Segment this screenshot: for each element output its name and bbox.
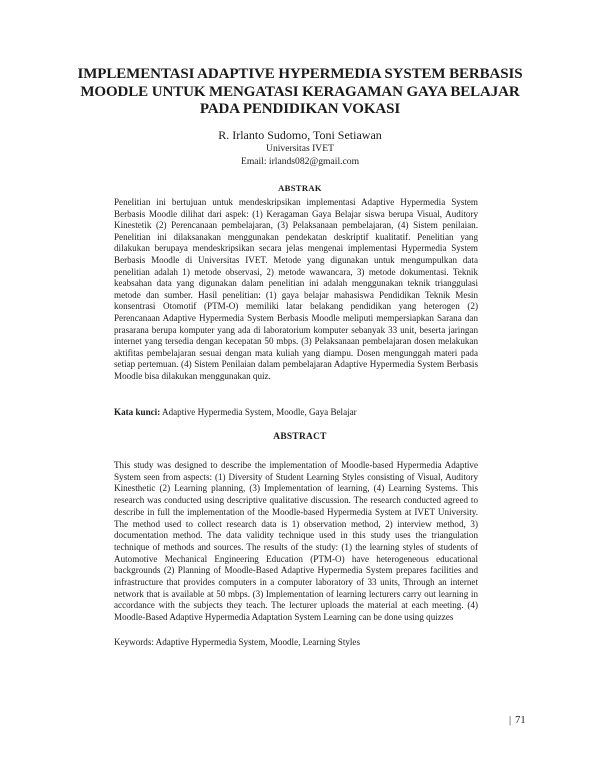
kata-kunci-value: Adaptive Hypermedia System, Moodle, Gaya Belajar	[160, 407, 357, 417]
kata-kunci-label: Kata kunci:	[114, 407, 161, 417]
author-email: Email: irlands082@gmail.com	[240, 156, 360, 167]
author-affiliation: Universitas IVET	[266, 143, 334, 154]
page-footer	[509, 715, 526, 726]
abstract-body: This study was designed to describe the implementation of Moodle-based Hypermedia Adaptive System seen from aspects: (1) Diversity of Student Learning Styles consisting of Visual, Auditory Kinesthetic (2) Learning planning, (3) Implementation of learning, (4) Learning Systems. This research was conducted using descriptive qualitative discussion. The research conducted agreed to describe in full the implementation of the Moodle-based Hypermedia System at IVET University. The method used to collect research data is 1) observation method, 2) interview method, 3) documentation method. The data validity technique used in this study uses the triangulation technique of methods and sources. The results of the study: (1) the learning styles of students of Automotive Mechanical Engineering Education (PTM-O) have heterogeneous educational backgrounds (2) Planning of Moodle-Based Adaptive Hypermedia System prepares facilities and infrastructure that provides computers in a computer laboratory of 33 units, Through an internet network that is available at 50 mbps. (3) Implementation of learning lecturers carry out learning in accordance with the subjects they teach. The lecturer uploads the material at each meeting. (4) Moodle-Based Adaptive Hypermedia Adaptation System Learning can be done using quizzes	[114, 460, 478, 623]
abstrak-heading: ABSTRAK	[278, 183, 322, 193]
page-number: 71	[515, 715, 526, 726]
keywords: Keywords: Adaptive Hypermedia System, Moodle, Learning Styles	[114, 637, 360, 647]
paper-title: IMPLEMENTASI ADAPTIVE HYPERMEDIA SYSTEM BERBASIS MOODLE UNTUK MENGATASI KERAGAMAN GAYA BELAJAR PADA PENDIDIKAN VOKASI	[77, 66, 523, 117]
abstrak-body: Penelitian ini bertujuan untuk mendeskripsikan implementasi Adaptive Hypermedia System Berbasis Moodle dilihat dari aspek: (1) Keragaman Gaya Belajar siswa berupa Visual, Auditory Kinestetik (2) Perencanaan pembelajaran, (3) Pelaksanaan pembelajaran, (4) Sistem penilaian. Penelitian ini dilaksanakan menggunakan pendekatan deskriptif kualitatif. Penelitian yang dilakukan berupaya mendeskripsikan secara jelas mengenai implementasi Hypermedia System Berbasis Moodle di Universitas IVET. Metode yang digunakan untuk mengumpulkan data penelitian adalah 1) metode observasi, 2) metode wawancara, 3) metode dokumentasi. Teknik keabsahan data yang digunakan dalam penelitian ini adalah menggunakan teknik trianggulasi metode dan sumber. Hasil penelitian: (1) gaya belajar mahasiswa Pendidikan Teknik Mesin konsentrasi Otomotif (PTM-O) memiliki latar belakang pendidikan yang heterogen (2) Perencanaan Adaptive Hypermedia System Berbasis Moodle meliputi mempersiapkan Sarana dan prasarana berupa komputer yang ada di laboratorium komputer sebanyak 33 unit, beserta jaringan internet yang tersedia dengan kecepatan 50 mbps. (3) Pelaksanaan pembelajaran dosen melakukan aktifitas pembelajaran sesuai dengan mata kuliah yang diampu. Dosen mengunggah materi pada setiap pertemuan. (4) Sistem Penilaian dalam pembelajaran Adaptive Hypermedia System Berbasis Moodle bisa dilakukan menggunakan quiz.	[114, 197, 478, 381]
abstract-heading: ABSTRACT	[273, 432, 327, 442]
footer-separator: |	[509, 715, 512, 726]
kata-kunci	[114, 407, 478, 419]
paper-authors: R. Irlanto Sudomo, Toni Setiawan	[218, 128, 382, 142]
